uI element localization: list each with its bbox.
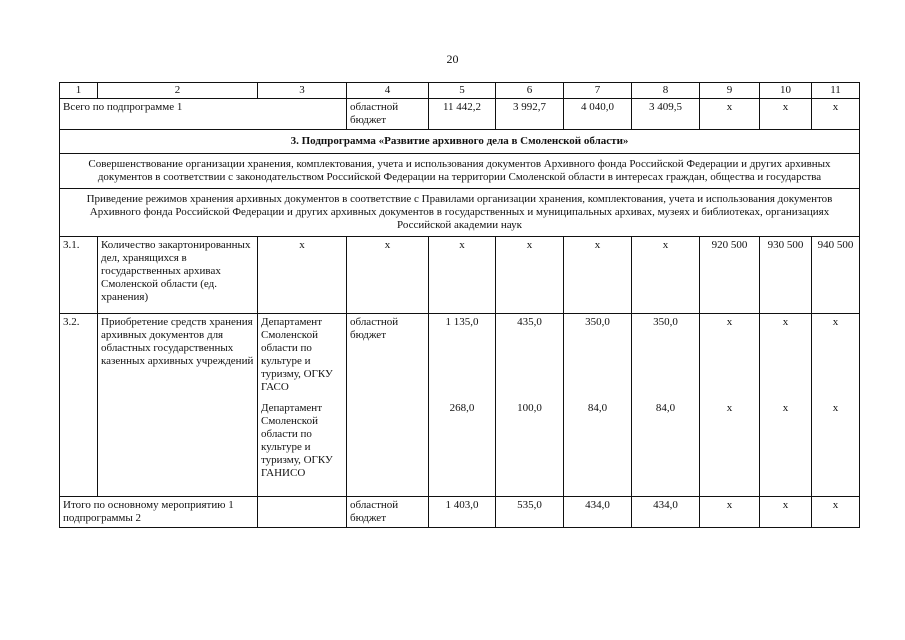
value-cell: 434,0 [632,497,700,528]
table-row [60,237,860,314]
value-cell: 434,0 [564,497,632,528]
value-cell: х [258,237,347,314]
funding-source: областной бюджет [347,314,429,497]
row-number: 3.2. [60,314,98,497]
funding-source: областной бюджет [347,99,429,130]
program-table [59,82,860,528]
value-cell: х [632,237,700,314]
value-cell: 1 135,0 [429,314,496,401]
goal-row [60,154,860,189]
value-cell: 84,0 [632,400,700,497]
value-cell: 435,0 [496,314,564,401]
col-header: 7 [564,83,632,99]
value-cell: 940 500 [812,237,860,314]
value-cell: х [700,314,760,401]
value-cell: 350,0 [564,314,632,401]
value-cell: х [496,237,564,314]
value-cell: х [760,99,812,130]
value-cell: 920 500 [700,237,760,314]
value-cell: х [564,237,632,314]
value-cell: х [700,400,760,497]
value-cell: х [700,497,760,528]
value-cell: х [760,400,812,497]
executor-cell: Департамент Смоленской области по культуре и туризму, ОГКУ ГАСО [258,314,347,401]
value-cell: 84,0 [564,400,632,497]
section-title-row [60,130,860,154]
value-cell: 930 500 [760,237,812,314]
col-header: 11 [812,83,860,99]
goal-text: Совершенствование организации хранения, комплектования, учета и использования документов Архивного фонда Российской Федерации и других архивных документов в соответствии с законодательством Российской Федерации на территории Смоленской области в интересах граждан, общества и государства [60,154,860,189]
row-name: Количество закартонированных дел, хранящихся в государственных архивах Смоленской области (ед. хранения) [98,237,258,314]
row-label: Итого по основному мероприятию 1 подпрограммы 2 [60,497,258,528]
col-header: 6 [496,83,564,99]
task-text: Приведение режимов хранения архивных документов в соответствие с Правилами организации хранения, комплектования, учета и использования документов Архивного фонда Российской Федерации и других архивных документов в государственных и муниципальных архивах, музеях и библиотеках, организациях Российской академии наук [60,189,860,237]
value-cell: 535,0 [496,497,564,528]
column-number-row [60,83,860,99]
col-header: 5 [429,83,496,99]
value-cell: х [347,237,429,314]
section-title: 3. Подпрограмма «Развитие архивного дела в Смоленской области» [60,130,860,154]
value-cell: 268,0 [429,400,496,497]
value-cell: х [700,99,760,130]
value-cell: 11 442,2 [429,99,496,130]
value-cell: х [760,497,812,528]
value-cell: 1 403,0 [429,497,496,528]
page-number: 20 [446,52,459,66]
row-label: Всего по подпрограмме 1 [60,99,347,130]
value-cell: 3 409,5 [632,99,700,130]
col-header: 9 [700,83,760,99]
col-header: 2 [98,83,258,99]
row-name: Приобретение средств хранения архивных документов для областных государственных казенных архивных учреждений [98,314,258,497]
value-cell: х [812,400,860,497]
col-header: 3 [258,83,347,99]
col-header: 4 [347,83,429,99]
total-main-activity-row [60,497,860,528]
executor-cell: Департамент Смоленской области по культуре и туризму, ОГКУ ГАНИСО [258,400,347,497]
funding-source: областной бюджет [347,497,429,528]
value-cell: х [812,99,860,130]
col-header: 8 [632,83,700,99]
table-row [60,314,860,401]
row-number: 3.1. [60,237,98,314]
col-header: 10 [760,83,812,99]
value-cell: х [812,314,860,401]
value-cell: х [760,314,812,401]
col-header: 1 [60,83,98,99]
value-cell: 4 040,0 [564,99,632,130]
value-cell: х [429,237,496,314]
total-subprogram-1-row [60,99,860,130]
value-cell: 100,0 [496,400,564,497]
task-row [60,189,860,237]
empty-cell [258,497,347,528]
value-cell: 3 992,7 [496,99,564,130]
value-cell: 350,0 [632,314,700,401]
value-cell: х [812,497,860,528]
